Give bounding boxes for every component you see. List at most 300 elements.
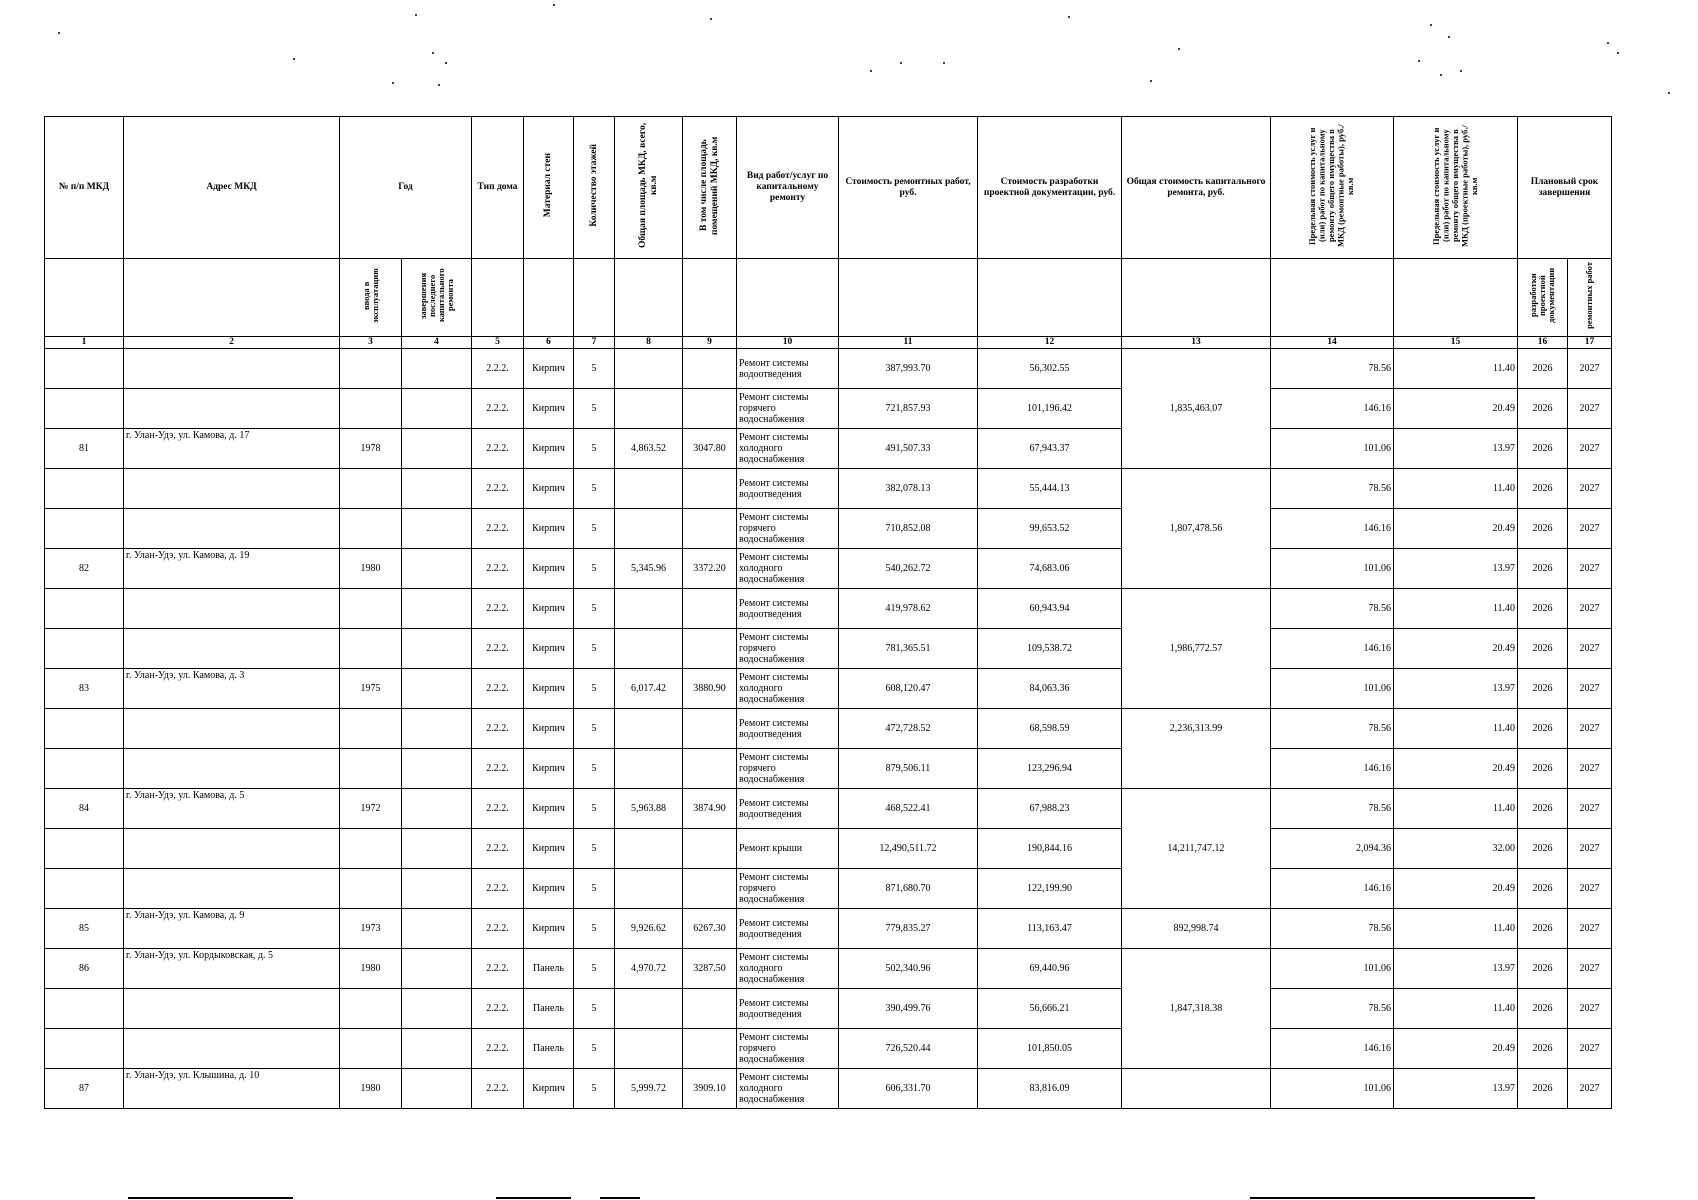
cell-limit-design: 11.40 [1394, 709, 1518, 749]
cell-deadline-repair: 2027 [1568, 549, 1612, 589]
table-row [45, 669, 1612, 709]
cell-work-type: Ремонт крыши [737, 829, 839, 869]
cell-year-built [340, 989, 402, 1029]
cell-work-type: Ремонт системы горячего водоснабжения [737, 509, 839, 549]
header-deadline: Плановый срок завершения [1518, 117, 1612, 259]
table-row [45, 709, 1612, 749]
cell-residential-area [683, 989, 737, 1029]
cell-repair-cost: 779,835.27 [839, 909, 978, 949]
cell-limit-design: 13.97 [1394, 429, 1518, 469]
cell-repair-cost: 608,120.47 [839, 669, 978, 709]
header-wall-material: Материал стен [524, 117, 574, 259]
cell-repair-cost: 390,499.76 [839, 989, 978, 1029]
column-number: 12 [978, 337, 1122, 349]
table-row [45, 549, 1612, 589]
cell-year-last-repair [402, 989, 472, 1029]
cell-year-built [340, 469, 402, 509]
cell-repair-cost: 721,857.93 [839, 389, 978, 429]
cell-total-area [615, 989, 683, 1029]
cell-total-area [615, 589, 683, 629]
cell-design-cost: 101,850.05 [978, 1029, 1122, 1069]
cell-wall-material: Кирпич [524, 549, 574, 589]
cell-work-type: Ремонт системы водоотведения [737, 349, 839, 389]
cell-mkd-no [45, 349, 124, 389]
cell-repair-cost: 12,490,511.72 [839, 829, 978, 869]
cell-repair-cost: 781,365.51 [839, 629, 978, 669]
cell-year-built: 1980 [340, 949, 402, 989]
cell-floors: 5 [574, 469, 615, 509]
table-row [45, 909, 1612, 949]
cell-limit-repair: 78.56 [1271, 349, 1394, 389]
column-number: 5 [472, 337, 524, 349]
header-year-last-repair: завершения последнего капитального ремонта [402, 259, 472, 337]
cell-address: г. Улан-Удэ, ул. Камова, д. 5 [124, 789, 340, 829]
header-floors: Количество этажей [574, 117, 615, 259]
cell-wall-material: Кирпич [524, 629, 574, 669]
column-number: 7 [574, 337, 615, 349]
cell-limit-repair: 146.16 [1271, 509, 1394, 549]
cell-design-cost: 113,163.47 [978, 909, 1122, 949]
cell-work-type: Ремонт системы горячего водоснабжения [737, 749, 839, 789]
cell-house-type: 2.2.2. [472, 989, 524, 1029]
header-design-cost: Стоимость разработки проектной документации, руб. [978, 117, 1122, 259]
table-row [45, 829, 1612, 869]
cell-wall-material: Кирпич [524, 749, 574, 789]
cell-limit-design: 11.40 [1394, 909, 1518, 949]
column-number: 8 [615, 337, 683, 349]
header-work-type: Вид работ/услуг по капитальному ремонту [737, 117, 839, 259]
cell-floors: 5 [574, 789, 615, 829]
column-number: 17 [1568, 337, 1612, 349]
cell-address: г. Улан-Удэ, ул. Клышина, д. 10 [124, 1069, 340, 1109]
cell-house-type: 2.2.2. [472, 949, 524, 989]
cell-work-type: Ремонт системы водоотведения [737, 989, 839, 1029]
cell-deadline-repair: 2027 [1568, 349, 1612, 389]
header-year: Год [340, 117, 472, 259]
cell-floors: 5 [574, 1069, 615, 1109]
cell-floors: 5 [574, 949, 615, 989]
cell-address [124, 709, 340, 749]
header-house-type: Тип дома [472, 117, 524, 259]
cell-total-cost: 1,807,478.56 [1122, 469, 1271, 589]
header-limit-repair: Предельная стоимость услуг и (или) работ по капитальному ремонту общего имущества в МКД (ремонтные работы), руб./кв.м [1271, 117, 1394, 259]
column-number: 1 [45, 337, 124, 349]
cell-address: г. Улан-Удэ, ул. Камова, д. 17 [124, 429, 340, 469]
cell-mkd-no [45, 989, 124, 1029]
cell-limit-repair: 78.56 [1271, 589, 1394, 629]
table-row [45, 749, 1612, 789]
cell-deadline-design: 2026 [1518, 949, 1568, 989]
cell-work-type: Ремонт системы холодного водоснабжения [737, 549, 839, 589]
cell-house-type: 2.2.2. [472, 549, 524, 589]
cell-mkd-no [45, 629, 124, 669]
cell-design-cost: 68,598.59 [978, 709, 1122, 749]
cell-work-type: Ремонт системы холодного водоснабжения [737, 429, 839, 469]
cell-design-cost: 56,302.55 [978, 349, 1122, 389]
cell-year-built: 1980 [340, 549, 402, 589]
cell-total-cost: 1,835,463.07 [1122, 349, 1271, 469]
cell-house-type: 2.2.2. [472, 1069, 524, 1109]
cell-house-type: 2.2.2. [472, 509, 524, 549]
cell-mkd-no [45, 749, 124, 789]
cell-house-type: 2.2.2. [472, 429, 524, 469]
cell-address [124, 989, 340, 1029]
header-deadline-design: разработки проектной документации [1518, 259, 1568, 337]
column-number-row [45, 337, 1612, 349]
cell-wall-material: Панель [524, 989, 574, 1029]
cell-total-area [615, 749, 683, 789]
cell-house-type: 2.2.2. [472, 709, 524, 749]
cell-mkd-no: 87 [45, 1069, 124, 1109]
header-limit-design: Предельная стоимость услуг и (или) работ по капитальному ремонту общего имущества в МКД (проектные работы), руб./кв.м [1394, 117, 1518, 259]
cell-wall-material: Панель [524, 949, 574, 989]
column-number: 9 [683, 337, 737, 349]
header-address: Адрес МКД [124, 117, 340, 259]
header-total-area: Общая площадь МКД, всего, кв.м [615, 117, 683, 259]
cell-year-built: 1980 [340, 1069, 402, 1109]
cell-year-last-repair [402, 349, 472, 389]
cell-total-area: 4,863.52 [615, 429, 683, 469]
column-number: 10 [737, 337, 839, 349]
table-row [45, 389, 1612, 429]
cell-deadline-repair: 2027 [1568, 629, 1612, 669]
cell-deadline-design: 2026 [1518, 1029, 1568, 1069]
cell-repair-cost: 472,728.52 [839, 709, 978, 749]
cell-repair-cost: 606,331.70 [839, 1069, 978, 1109]
cell-deadline-repair: 2027 [1568, 869, 1612, 909]
column-number: 3 [340, 337, 402, 349]
cell-floors: 5 [574, 429, 615, 469]
cell-wall-material: Кирпич [524, 869, 574, 909]
cell-mkd-no: 81 [45, 429, 124, 469]
cell-floors: 5 [574, 509, 615, 549]
cell-limit-design: 13.97 [1394, 949, 1518, 989]
column-number: 16 [1518, 337, 1568, 349]
cell-deadline-design: 2026 [1518, 509, 1568, 549]
cell-year-last-repair [402, 1069, 472, 1109]
cell-residential-area [683, 389, 737, 429]
cell-address [124, 509, 340, 549]
cell-deadline-repair: 2027 [1568, 989, 1612, 1029]
cell-wall-material: Кирпич [524, 1069, 574, 1109]
cell-address [124, 389, 340, 429]
cell-limit-repair: 101.06 [1271, 949, 1394, 989]
cell-wall-material: Кирпич [524, 669, 574, 709]
cell-limit-repair: 101.06 [1271, 1069, 1394, 1109]
cell-deadline-design: 2026 [1518, 629, 1568, 669]
repair-register-table [44, 116, 1612, 1109]
cell-residential-area [683, 869, 737, 909]
cell-limit-design: 11.40 [1394, 589, 1518, 629]
cell-year-built: 1975 [340, 669, 402, 709]
cell-mkd-no [45, 469, 124, 509]
table-row [45, 949, 1612, 989]
cell-total-area: 5,345.96 [615, 549, 683, 589]
cell-wall-material: Кирпич [524, 349, 574, 389]
cell-year-last-repair [402, 509, 472, 549]
cell-design-cost: 60,943.94 [978, 589, 1122, 629]
cell-address: г. Улан-Удэ, ул. Кордыковская, д. 5 [124, 949, 340, 989]
cell-deadline-design: 2026 [1518, 549, 1568, 589]
cell-total-area: 5,963.88 [615, 789, 683, 829]
cell-deadline-repair: 2027 [1568, 829, 1612, 869]
cell-address [124, 1029, 340, 1069]
cell-deadline-repair: 2027 [1568, 389, 1612, 429]
cell-wall-material: Кирпич [524, 909, 574, 949]
cell-residential-area [683, 589, 737, 629]
cell-year-last-repair [402, 709, 472, 749]
cell-wall-material: Кирпич [524, 829, 574, 869]
cell-deadline-design: 2026 [1518, 469, 1568, 509]
cell-total-cost: 1,847,318.38 [1122, 949, 1271, 1069]
cell-floors: 5 [574, 1029, 615, 1069]
column-number: 4 [402, 337, 472, 349]
cell-total-area: 4,970.72 [615, 949, 683, 989]
cell-deadline-design: 2026 [1518, 869, 1568, 909]
cell-repair-cost: 419,978.62 [839, 589, 978, 629]
cell-year-built [340, 749, 402, 789]
cell-work-type: Ремонт системы водоотведения [737, 709, 839, 749]
cell-floors: 5 [574, 389, 615, 429]
cell-total-area: 5,999.72 [615, 1069, 683, 1109]
cell-year-built [340, 1029, 402, 1069]
cell-residential-area [683, 629, 737, 669]
cell-total-cost: 14,211,747.12 [1122, 789, 1271, 909]
cell-residential-area [683, 709, 737, 749]
cell-mkd-no [45, 509, 124, 549]
cell-work-type: Ремонт системы водоотведения [737, 789, 839, 829]
table-row [45, 429, 1612, 469]
cell-residential-area [683, 1029, 737, 1069]
cell-address [124, 629, 340, 669]
cell-year-built [340, 829, 402, 869]
cell-limit-design: 20.49 [1394, 869, 1518, 909]
cell-mkd-no: 83 [45, 669, 124, 709]
header-residential-area: В том числе площадь помещений МКД, кв.м [683, 117, 737, 259]
cell-limit-design: 13.97 [1394, 549, 1518, 589]
cell-floors: 5 [574, 989, 615, 1029]
cell-deadline-design: 2026 [1518, 1069, 1568, 1109]
cell-work-type: Ремонт системы горячего водоснабжения [737, 629, 839, 669]
cell-limit-repair: 2,094.36 [1271, 829, 1394, 869]
footer-rule [1250, 1197, 1535, 1199]
cell-deadline-design: 2026 [1518, 709, 1568, 749]
cell-year-built [340, 709, 402, 749]
cell-deadline-design: 2026 [1518, 909, 1568, 949]
cell-limit-repair: 146.16 [1271, 389, 1394, 429]
cell-total-area [615, 709, 683, 749]
cell-wall-material: Кирпич [524, 509, 574, 549]
cell-address [124, 749, 340, 789]
column-number: 6 [524, 337, 574, 349]
header-mkd-no: № п/п МКД [45, 117, 124, 259]
cell-limit-repair: 78.56 [1271, 989, 1394, 1029]
table-row [45, 1069, 1612, 1109]
cell-address [124, 469, 340, 509]
cell-total-area [615, 1029, 683, 1069]
cell-year-last-repair [402, 429, 472, 469]
cell-limit-design: 11.40 [1394, 469, 1518, 509]
cell-design-cost: 122,199.90 [978, 869, 1122, 909]
cell-total-area [615, 349, 683, 389]
cell-deadline-repair: 2027 [1568, 789, 1612, 829]
cell-repair-cost: 710,852.08 [839, 509, 978, 549]
cell-year-last-repair [402, 629, 472, 669]
cell-deadline-design: 2026 [1518, 429, 1568, 469]
cell-limit-repair: 78.56 [1271, 789, 1394, 829]
cell-deadline-repair: 2027 [1568, 749, 1612, 789]
cell-mkd-no: 86 [45, 949, 124, 989]
cell-year-last-repair [402, 749, 472, 789]
cell-repair-cost: 871,680.70 [839, 869, 978, 909]
cell-repair-cost: 502,340.96 [839, 949, 978, 989]
footer-rule [128, 1197, 293, 1199]
cell-limit-repair: 146.16 [1271, 749, 1394, 789]
cell-deadline-repair: 2027 [1568, 509, 1612, 549]
cell-house-type: 2.2.2. [472, 349, 524, 389]
cell-year-last-repair [402, 469, 472, 509]
cell-limit-design: 20.49 [1394, 509, 1518, 549]
cell-floors: 5 [574, 869, 615, 909]
cell-mkd-no: 82 [45, 549, 124, 589]
cell-address: г. Улан-Удэ, ул. Камова, д. 9 [124, 909, 340, 949]
cell-mkd-no: 85 [45, 909, 124, 949]
cell-floors: 5 [574, 349, 615, 389]
cell-total-area [615, 629, 683, 669]
cell-repair-cost: 726,520.44 [839, 1029, 978, 1069]
cell-year-built [340, 349, 402, 389]
cell-year-last-repair [402, 949, 472, 989]
cell-house-type: 2.2.2. [472, 389, 524, 429]
cell-residential-area: 3047.80 [683, 429, 737, 469]
cell-wall-material: Кирпич [524, 589, 574, 629]
cell-year-last-repair [402, 789, 472, 829]
cell-year-built [340, 509, 402, 549]
cell-deadline-repair: 2027 [1568, 469, 1612, 509]
cell-year-built [340, 389, 402, 429]
column-number: 11 [839, 337, 978, 349]
cell-year-built [340, 589, 402, 629]
table-body [45, 349, 1612, 1109]
cell-residential-area: 3372.20 [683, 549, 737, 589]
cell-design-cost: 67,943.37 [978, 429, 1122, 469]
cell-design-cost: 123,296.94 [978, 749, 1122, 789]
column-number: 15 [1394, 337, 1518, 349]
cell-work-type: Ремонт системы горячего водоснабжения [737, 389, 839, 429]
cell-mkd-no [45, 869, 124, 909]
cell-work-type: Ремонт системы водоотведения [737, 589, 839, 629]
cell-limit-design: 20.49 [1394, 1029, 1518, 1069]
cell-design-cost: 67,988.23 [978, 789, 1122, 829]
cell-year-last-repair [402, 869, 472, 909]
cell-house-type: 2.2.2. [472, 589, 524, 629]
cell-repair-cost: 382,078.13 [839, 469, 978, 509]
cell-year-last-repair [402, 389, 472, 429]
cell-deadline-repair: 2027 [1568, 669, 1612, 709]
cell-year-last-repair [402, 669, 472, 709]
cell-mkd-no [45, 589, 124, 629]
cell-house-type: 2.2.2. [472, 469, 524, 509]
cell-wall-material: Кирпич [524, 389, 574, 429]
cell-year-built [340, 629, 402, 669]
cell-floors: 5 [574, 589, 615, 629]
cell-house-type: 2.2.2. [472, 629, 524, 669]
cell-work-type: Ремонт системы холодного водоснабжения [737, 1069, 839, 1109]
cell-residential-area: 3880.90 [683, 669, 737, 709]
header-year-commission: ввода в эксплуатацию [340, 259, 402, 337]
cell-limit-repair: 78.56 [1271, 469, 1394, 509]
cell-design-cost: 190,844.16 [978, 829, 1122, 869]
cell-total-area [615, 469, 683, 509]
cell-deadline-design: 2026 [1518, 829, 1568, 869]
cell-total-area [615, 829, 683, 869]
cell-wall-material: Панель [524, 1029, 574, 1069]
cell-limit-design: 11.40 [1394, 789, 1518, 829]
cell-house-type: 2.2.2. [472, 869, 524, 909]
cell-work-type: Ремонт системы холодного водоснабжения [737, 669, 839, 709]
table-row [45, 469, 1612, 509]
cell-total-cost: 1,986,772.57 [1122, 589, 1271, 709]
cell-total-cost: 2,236,313.99 [1122, 709, 1271, 789]
cell-deadline-design: 2026 [1518, 389, 1568, 429]
cell-residential-area [683, 749, 737, 789]
cell-residential-area: 6267.30 [683, 909, 737, 949]
cell-address [124, 349, 340, 389]
cell-residential-area: 3909.10 [683, 1069, 737, 1109]
cell-floors: 5 [574, 829, 615, 869]
cell-total-area [615, 869, 683, 909]
cell-wall-material: Кирпич [524, 469, 574, 509]
cell-residential-area [683, 829, 737, 869]
cell-address [124, 589, 340, 629]
table-row [45, 869, 1612, 909]
cell-work-type: Ремонт системы горячего водоснабжения [737, 1029, 839, 1069]
cell-limit-design: 20.49 [1394, 749, 1518, 789]
cell-limit-design: 32.00 [1394, 829, 1518, 869]
cell-limit-repair: 101.06 [1271, 429, 1394, 469]
cell-deadline-repair: 2027 [1568, 589, 1612, 629]
cell-mkd-no [45, 829, 124, 869]
cell-house-type: 2.2.2. [472, 829, 524, 869]
cell-address: г. Улан-Удэ, ул. Камова, д. 3 [124, 669, 340, 709]
cell-repair-cost: 540,262.72 [839, 549, 978, 589]
cell-year-last-repair [402, 1029, 472, 1069]
cell-year-last-repair [402, 549, 472, 589]
cell-limit-repair: 78.56 [1271, 909, 1394, 949]
header-deadline-repair: ремонтных работ [1568, 259, 1612, 337]
cell-floors: 5 [574, 709, 615, 749]
cell-floors: 5 [574, 629, 615, 669]
cell-mkd-no [45, 709, 124, 749]
cell-design-cost: 74,683.06 [978, 549, 1122, 589]
cell-deadline-repair: 2027 [1568, 1069, 1612, 1109]
cell-year-built: 1973 [340, 909, 402, 949]
cell-residential-area [683, 469, 737, 509]
cell-total-area: 6,017.42 [615, 669, 683, 709]
cell-deadline-design: 2026 [1518, 669, 1568, 709]
cell-year-built: 1972 [340, 789, 402, 829]
cell-limit-repair: 146.16 [1271, 629, 1394, 669]
cell-mkd-no [45, 1029, 124, 1069]
cell-work-type: Ремонт системы водоотведения [737, 469, 839, 509]
cell-work-type: Ремонт системы холодного водоснабжения [737, 949, 839, 989]
cell-house-type: 2.2.2. [472, 1029, 524, 1069]
cell-design-cost: 101,196.42 [978, 389, 1122, 429]
cell-floors: 5 [574, 669, 615, 709]
cell-limit-repair: 146.16 [1271, 869, 1394, 909]
cell-floors: 5 [574, 749, 615, 789]
cell-limit-repair: 78.56 [1271, 709, 1394, 749]
